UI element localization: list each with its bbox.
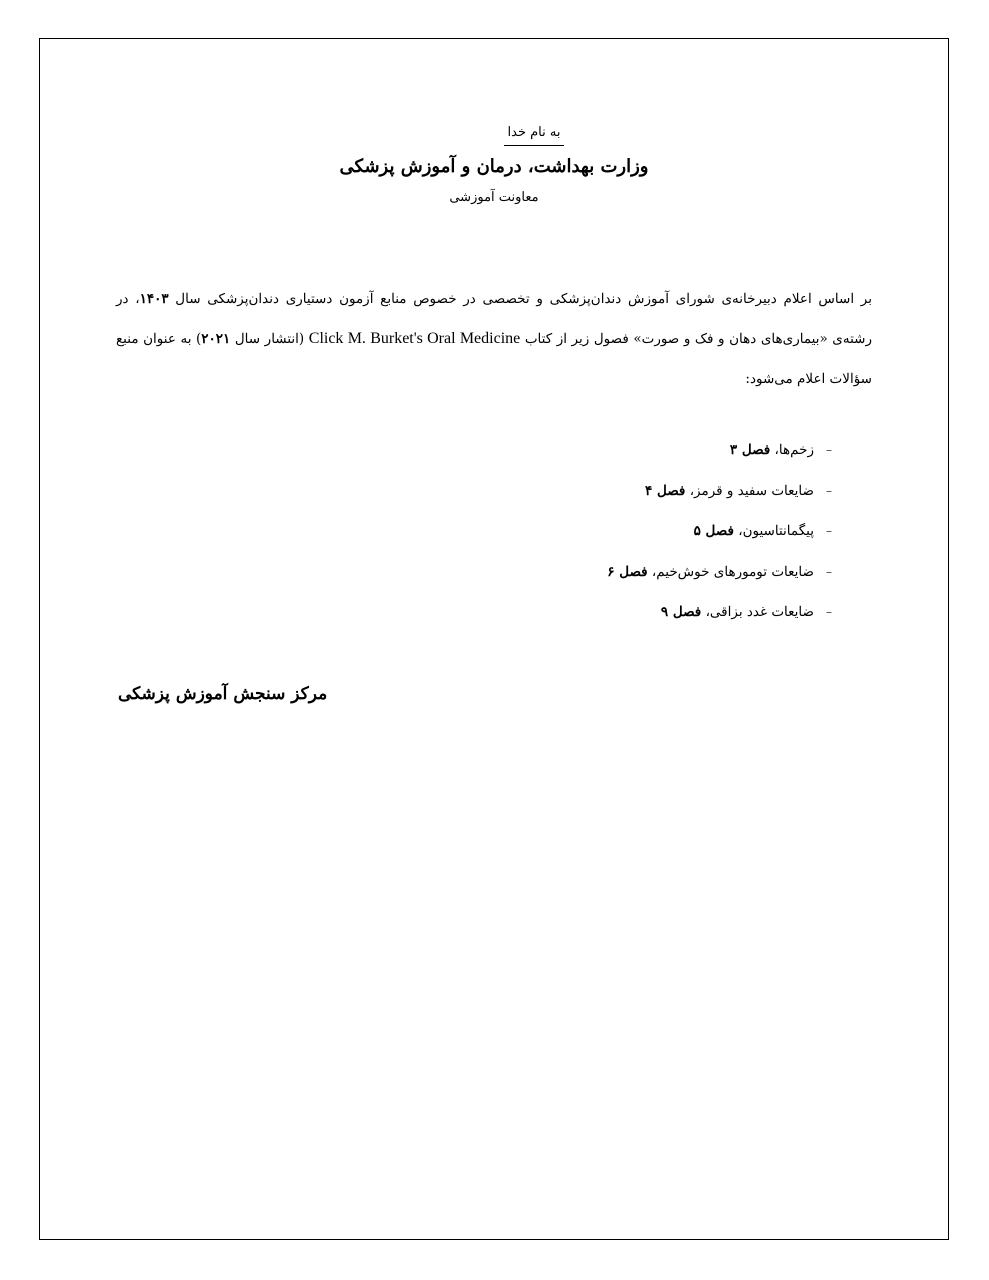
chapter-topic: ضایعات غدد بزاقی، [705,604,814,621]
basmala: به نام خدا [504,123,565,146]
letter-header [40,121,948,208]
chapter-topic: پیگمانتاسیون، [738,523,814,540]
list-item [607,592,844,633]
deputy-title: معاونت آموزشی [449,190,539,205]
list-item [607,430,844,471]
ministry-title: وزارت بهداشت، درمان و آموزش پزشکی [339,156,649,177]
list-item [607,552,844,593]
chapter-number: فصل ۶ [607,563,648,580]
paragraph-end-open: (انتشار سال [230,331,309,347]
announcement-paragraph [116,279,872,399]
chapter-number: فصل ۴ [645,482,686,499]
publication-year: ۲۰۲۱ [201,331,231,347]
list-dash: – [826,443,832,458]
list-dash: – [826,524,832,539]
chapter-number: فصل ۵ [693,523,734,540]
paragraph-mid: ، در رشته‌ی «بیماری‌های دهان و فک و صورت» فصول زیر از کتاب [116,291,872,347]
chapter-topic: زخم‌ها، [774,442,814,459]
chapter-topic: ضایعات تومورهای خوش‌خیم، [651,563,814,580]
list-dash: – [826,605,832,620]
chapter-number: فصل ۳ [729,442,771,459]
chapter-list [607,430,844,633]
chapter-number: فصل ۹ [660,604,702,621]
list-item [607,511,844,552]
signature: مرکز سنجش آموزش پزشکی [118,684,328,704]
chapter-topic: ضایعات سفید و قرمز، [689,482,814,499]
list-dash: – [826,483,832,498]
exam-year: ۱۴۰۳ [139,291,169,307]
paragraph-end-close: ) به عنوان منبع سؤالات اعلام می‌شود: [116,331,872,387]
list-item [607,471,844,512]
page-frame [39,38,949,1240]
book-title: Click M. Burket's Oral Medicine [308,330,521,347]
paragraph-start: بر اساس اعلام دبیرخانه‌ی شورای آموزش دندان‌پزشکی و تخصصی در خصوص منابع آزمون دستیاری دندان‌پزشکی سال [168,291,872,307]
list-dash: – [826,564,832,579]
